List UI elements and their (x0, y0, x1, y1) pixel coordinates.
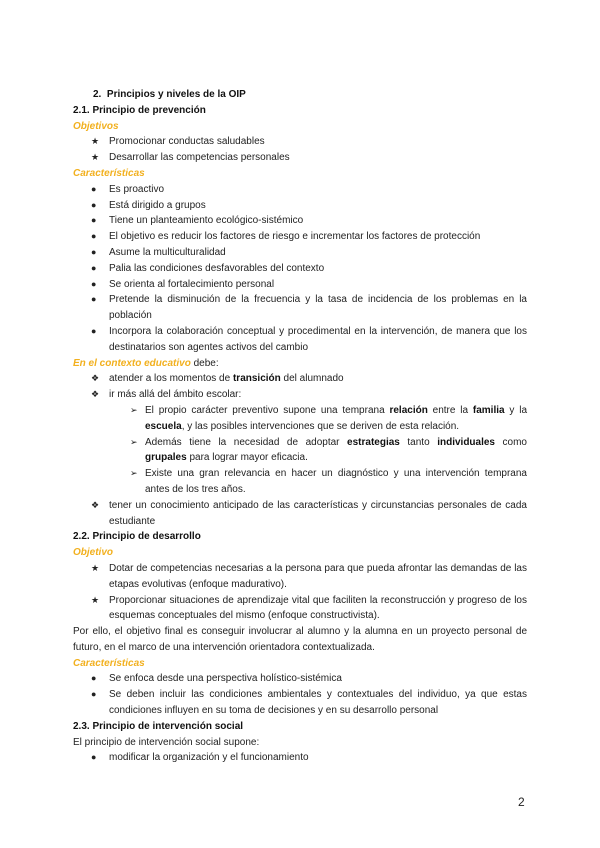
star-icon: ★ (91, 594, 100, 605)
text: El propio carácter preventivo supone una temprana (145, 404, 390, 416)
list-item (73, 292, 527, 324)
list-item (73, 150, 527, 166)
bullet-icon: ● (91, 278, 97, 289)
bold-text: individuales (437, 436, 495, 448)
text: entre la (427, 404, 473, 416)
subheading-objetivo: Objetivo (73, 547, 114, 559)
list-item (73, 198, 527, 214)
star-icon: ★ (91, 562, 100, 573)
sub-list-item (73, 435, 527, 467)
item-text: Se enfoca desde una perspectiva holístico-sistémica (109, 673, 342, 685)
bold-text: transición (232, 373, 281, 385)
bullet-icon: ● (91, 673, 97, 684)
list-item (73, 561, 527, 593)
bullet-icon: ● (91, 325, 97, 336)
list-item (73, 245, 527, 261)
bold-text: relación (389, 404, 428, 416)
list-item (73, 324, 527, 356)
list-item (73, 371, 527, 387)
item-text: Asume la multiculturalidad (109, 246, 226, 258)
contexto-line (73, 356, 527, 372)
item-text: Existe una gran relevancia en hacer un diagnóstico y una intervención temprana antes de los tres años. (145, 468, 527, 495)
star-icon: ★ (91, 136, 100, 147)
text: tanto (399, 436, 438, 448)
text: como (495, 436, 527, 448)
item-text: Pretende la disminución de la frecuencia y la tasa de incidencia de los problemas en la población (109, 294, 527, 322)
diamond-icon: ❖ (91, 373, 100, 384)
item-text: Palia las condiciones desfavorables del contexto (109, 262, 325, 274)
item-text: Dotar de competencias necesarias a la persona para que pueda afrontar las demandas de las etapas evolutivas (enfoque madurativo). (109, 562, 527, 590)
item-text: ir más allá del ámbito escolar: (109, 389, 242, 401)
diamond-icon: ❖ (91, 389, 100, 400)
item-text: Está dirigido a grupos (109, 199, 206, 211)
item-text: modificar la organización y el funcionamiento (109, 752, 309, 764)
arrow-icon: ➢ (130, 404, 138, 415)
list-item (73, 182, 527, 198)
paragraph: El principio de intervención social supone: (73, 736, 260, 748)
item-text: Proporcionar situaciones de aprendizaje vital que faciliten la reconstrucción y progreso de los esquemas conceptuales del mismo (enfoque constructivista). (109, 594, 527, 622)
contexto-suffix: debe: (190, 357, 219, 369)
list-item (73, 687, 527, 719)
text: , y las posibles intervenciones que se deriven de esta relación. (181, 420, 460, 432)
heading-2-3: 2.3. Principio de intervención social (73, 720, 244, 732)
subheading-caracteristicas: Características (73, 167, 145, 179)
bold-text: grupales (145, 452, 187, 464)
sub-list-item (73, 466, 527, 498)
bold-text: estrategias (347, 436, 400, 448)
bullet-icon: ● (91, 294, 97, 305)
list-item (73, 750, 527, 766)
bullet-icon: ● (91, 231, 97, 242)
bullet-icon: ● (91, 199, 97, 210)
item-text: Tiene un planteamiento ecológico-sistémico (109, 215, 304, 227)
list-item (73, 593, 527, 625)
list-item (73, 671, 527, 687)
arrow-icon: ➢ (130, 436, 138, 447)
text: para lograr mayor eficacia. (186, 452, 308, 464)
bullet-icon: ● (91, 752, 97, 763)
heading-2-1: 2.1. Principio de prevención (73, 104, 206, 116)
item-text: Se orienta al fortalecimiento personal (109, 278, 275, 290)
text: y la (504, 404, 528, 416)
text: Además tiene la necesidad de adoptar (145, 436, 348, 448)
bullet-icon: ● (91, 215, 97, 226)
heading-2-2: 2.2. Principio de desarrollo (73, 531, 201, 543)
item-text: Desarrollar las competencias personales (109, 152, 290, 164)
list-item (73, 134, 527, 150)
bold-text: familia (472, 404, 505, 416)
subheading-objetivos: Objetivos (73, 120, 119, 132)
text: atender a los momentos de (109, 373, 233, 385)
list-item (73, 387, 527, 403)
bullet-icon: ● (91, 262, 97, 273)
text: del alumnado (280, 373, 344, 385)
sub-list-item (73, 403, 527, 435)
item-text: Incorpora la colaboración conceptual y procedimental en la intervención, de manera que los destinatarios son agentes activos del cambio (109, 325, 527, 353)
bullet-icon: ● (91, 246, 97, 257)
arrow-icon: ➢ (130, 468, 138, 479)
list-item (73, 213, 527, 229)
item-text: Es proactivo (109, 183, 165, 195)
subheading-contexto: En el contexto educativo (73, 357, 191, 369)
bold-text: escuela (145, 420, 182, 432)
document-page (73, 87, 527, 766)
list-item (73, 261, 527, 277)
section-title: 2. Principios y niveles de la OIP (93, 89, 246, 100)
item-text: Se deben incluir las condiciones ambientales y contextuales del individuo, ya que estas condiciones influyen en su toma de decisiones y en su desarrollo personal (109, 689, 527, 717)
bullet-icon: ● (91, 689, 97, 700)
star-icon: ★ (91, 152, 100, 163)
bullet-icon: ● (91, 183, 97, 194)
paragraph: Por ello, el objetivo final es conseguir involucrar al alumno y la alumna en un proyecto personal de futuro, en el marco de una intervención orientadora contextualizada. (73, 626, 527, 653)
subheading-caracteristicas: Características (73, 657, 145, 669)
item-text: tener un conocimiento anticipado de las características y circunstancias personales de cada estudiante (109, 499, 527, 527)
list-item (73, 277, 527, 293)
page-number: 2 (518, 795, 525, 809)
item-text: Promocionar conductas saludables (109, 136, 265, 148)
item-text: El objetivo es reducir los factores de riesgo e incrementar los factores de protección (109, 231, 481, 243)
list-item (73, 229, 527, 245)
diamond-icon: ❖ (91, 499, 100, 510)
list-item (73, 498, 527, 530)
